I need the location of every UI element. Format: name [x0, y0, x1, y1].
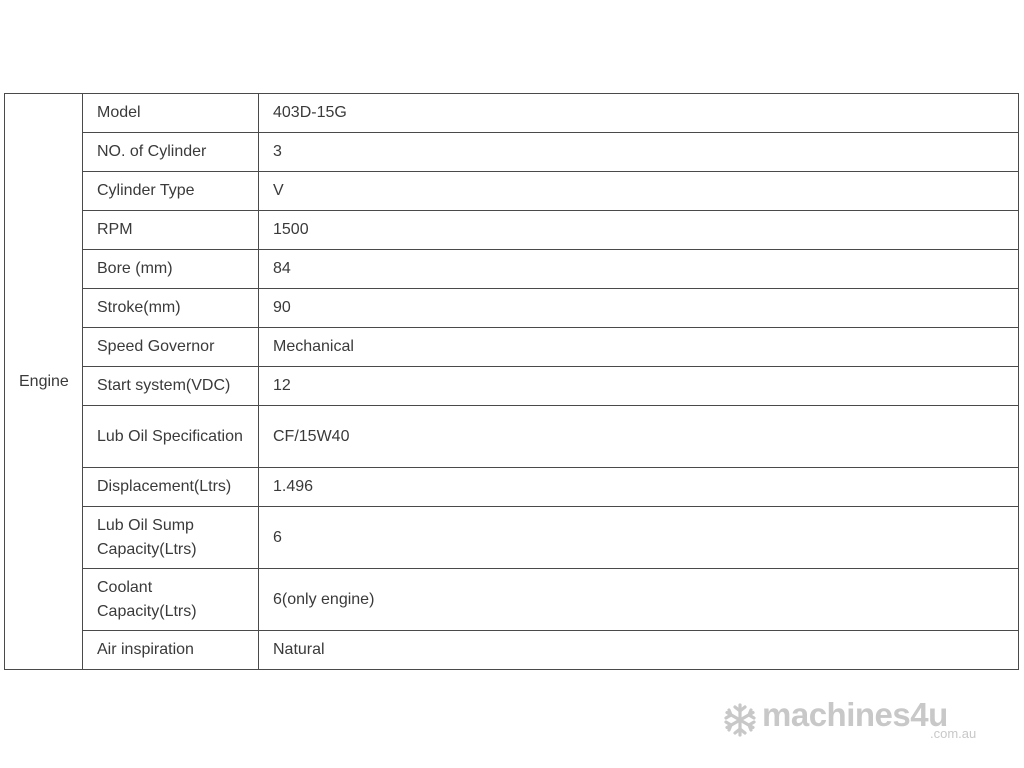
table-row	[5, 289, 1019, 328]
spec-value: 12	[259, 367, 1019, 406]
spec-label: NO. of Cylinder	[83, 133, 259, 172]
spec-value: 6	[259, 507, 1019, 569]
spec-value: CF/15W40	[259, 406, 1019, 468]
table-row	[5, 468, 1019, 507]
table-row	[5, 367, 1019, 406]
spec-value: Natural	[259, 631, 1019, 670]
spec-value: Mechanical	[259, 328, 1019, 367]
spec-label: Bore (mm)	[83, 250, 259, 289]
table-row	[5, 211, 1019, 250]
spec-label: Speed Governor	[83, 328, 259, 367]
table-row	[5, 406, 1019, 468]
snowflake-logo-icon	[722, 702, 758, 738]
table-row	[5, 507, 1019, 569]
table-row	[5, 569, 1019, 631]
spec-label: Lub Oil Specification	[83, 406, 259, 468]
table-row	[5, 250, 1019, 289]
spec-value: 1.496	[259, 468, 1019, 507]
spec-value: 6(only engine)	[259, 569, 1019, 631]
spec-label: Lub Oil Sump Capacity(Ltrs)	[83, 507, 259, 569]
spec-label: Cylinder Type	[83, 172, 259, 211]
spec-label: Start system(VDC)	[83, 367, 259, 406]
spec-value: V	[259, 172, 1019, 211]
group-label-engine: Engine	[5, 94, 83, 670]
spec-label: Displacement(Ltrs)	[83, 468, 259, 507]
spec-label: Air inspiration	[83, 631, 259, 670]
watermark-brand: machines4u	[762, 696, 948, 733]
table-row	[5, 94, 1019, 133]
spec-value: 3	[259, 133, 1019, 172]
spec-label: Coolant Capacity(Ltrs)	[83, 569, 259, 631]
machines4u-watermark	[722, 696, 992, 746]
table-row	[5, 328, 1019, 367]
table-row	[5, 172, 1019, 211]
spec-value: 84	[259, 250, 1019, 289]
table-row	[5, 631, 1019, 670]
spec-value: 1500	[259, 211, 1019, 250]
engine-spec-table	[4, 93, 1019, 670]
spec-label: Stroke(mm)	[83, 289, 259, 328]
spec-label: RPM	[83, 211, 259, 250]
table-row	[5, 133, 1019, 172]
spec-value: 90	[259, 289, 1019, 328]
spec-value: 403D-15G	[259, 94, 1019, 133]
watermark-domain: .com.au	[930, 726, 977, 741]
spec-label: Model	[83, 94, 259, 133]
